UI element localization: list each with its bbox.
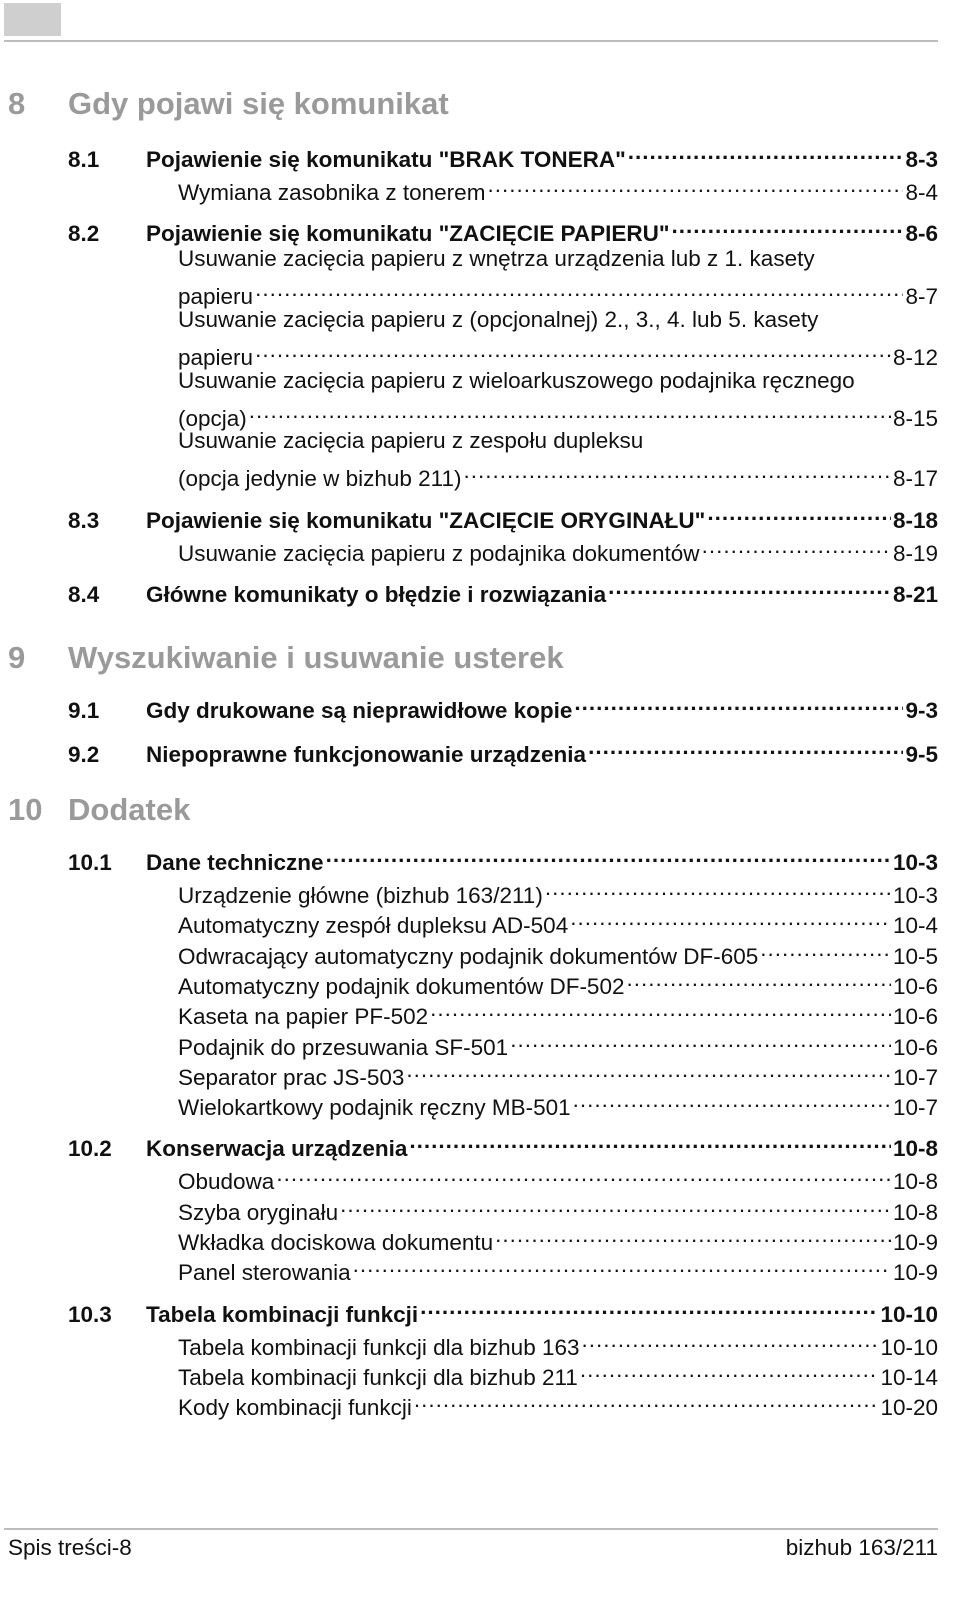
subsection-page-number: 10-3 xyxy=(892,883,938,908)
chapter-number: 8 xyxy=(8,86,26,121)
section-number: 10.2 xyxy=(68,1136,112,1162)
toc-section-entry[interactable] xyxy=(68,137,938,172)
dot-leader xyxy=(420,1292,878,1322)
section-line xyxy=(68,1292,938,1327)
dot-leader xyxy=(608,572,891,602)
subsection-title: Separator prac JS-503 xyxy=(178,1064,405,1090)
subsection-page-number: 10-9 xyxy=(892,1230,938,1255)
section-line xyxy=(68,1126,938,1162)
subsection-title: Podajnik do przesuwania SF-501 xyxy=(178,1034,509,1060)
section-line xyxy=(68,572,938,607)
toc-subsection-entry[interactable] xyxy=(178,426,938,492)
dot-leader xyxy=(464,456,891,486)
subsection-page-number: 8-15 xyxy=(892,405,938,431)
toc-section-entry[interactable] xyxy=(68,572,938,607)
chapter-title: Gdy pojawi się komunikat xyxy=(68,86,449,121)
subsection-title: Automatyczny podajnik dokumentów DF-502 xyxy=(178,973,625,999)
section-title: Pojawienie się komunikatu "ZACIĘCIE ORYGINAŁU" xyxy=(146,507,706,533)
subsection-line xyxy=(178,244,938,274)
section-number: 8.1 xyxy=(68,147,100,172)
section-title: Tabela kombinacji funkcji xyxy=(146,1301,419,1327)
toc-subsection-entry[interactable] xyxy=(178,305,938,370)
subsection-page-number: 8-19 xyxy=(892,540,938,566)
header-tab xyxy=(4,3,61,36)
subsection-line xyxy=(178,335,938,370)
dot-leader xyxy=(276,1159,891,1189)
subsection-title: Tabela kombinacji funkcji dla bizhub 211 xyxy=(178,1364,578,1390)
subsection-line xyxy=(178,1385,938,1421)
subsection-title: Usuwanie zacięcia papieru z podajnika dokumentów xyxy=(178,540,700,566)
dot-leader xyxy=(760,934,891,964)
toc-section-entry[interactable] xyxy=(68,840,938,875)
subsection-line xyxy=(178,274,938,310)
subsection-line xyxy=(178,456,938,492)
subsection-line xyxy=(178,531,938,566)
section-title: Pojawienie się komunikatu "BRAK TONERA" xyxy=(146,147,626,172)
toc-subsection-entry[interactable] xyxy=(178,366,938,431)
subsection-line xyxy=(178,426,938,456)
section-title: Gdy drukowane są nieprawidłowe kopie xyxy=(146,698,573,723)
footer-product-name: bizhub 163/211 xyxy=(785,1535,938,1560)
dot-leader xyxy=(406,1055,891,1085)
subsection-page-number: 8-12 xyxy=(892,344,938,370)
subsection-title: Panel sterowania xyxy=(178,1260,351,1286)
toc-section-entry[interactable] xyxy=(68,688,938,723)
chapter-number: 10 xyxy=(8,792,43,827)
toc-subsection-entry[interactable] xyxy=(178,1355,938,1390)
subsection-line xyxy=(178,1159,938,1195)
subsection-title: Automatyczny zespół dupleksu AD-504 xyxy=(178,913,569,939)
dot-leader xyxy=(588,732,903,762)
subsection-page-number: 10-7 xyxy=(892,1095,938,1121)
section-page-number: 10-3 xyxy=(892,850,938,875)
subsection-line xyxy=(178,396,938,431)
section-number: 10.1 xyxy=(68,850,112,875)
subsection-page-number: 10-4 xyxy=(892,913,938,939)
subsection-title: Tabela kombinacji funkcji dla bizhub 163 xyxy=(178,1334,580,1360)
toc-subsection-entry[interactable] xyxy=(178,934,938,969)
section-page-number: 9-5 xyxy=(905,742,938,767)
subsection-line xyxy=(178,305,938,335)
section-line xyxy=(68,840,938,875)
subsection-title: Usuwanie zacięcia papieru z (opcjonalnej) 2., 3., 4. lub 5. kasety xyxy=(178,306,819,332)
toc-subsection-entry[interactable] xyxy=(178,170,938,205)
subsection-line xyxy=(178,170,938,205)
subsection-page-number: 10-8 xyxy=(892,1199,938,1225)
subsection-title: Szyba oryginału xyxy=(178,1199,339,1225)
dot-leader xyxy=(626,964,890,994)
subsection-title: Wymiana zasobnika z tonerem xyxy=(178,180,486,205)
section-page-number: 8-21 xyxy=(892,582,938,607)
subsection-page-number: 10-7 xyxy=(892,1064,938,1090)
toc-subsection-entry[interactable] xyxy=(178,964,938,999)
toc-subsection-entry[interactable] xyxy=(178,244,938,310)
chapter-number: 9 xyxy=(8,640,26,675)
dot-leader xyxy=(702,531,891,561)
section-number: 8.3 xyxy=(68,507,100,533)
section-number: 8.4 xyxy=(68,582,100,607)
section-line xyxy=(68,137,938,172)
dot-leader xyxy=(707,498,891,528)
subsection-line xyxy=(178,1190,938,1225)
toc-section-entry[interactable] xyxy=(68,498,938,533)
subsection-page-number: 10-6 xyxy=(892,973,938,999)
toc-subsection-entry[interactable] xyxy=(178,1055,938,1090)
subsection-title: Kody kombinacji funkcji xyxy=(178,1395,412,1421)
subsection-title: Obudowa xyxy=(178,1169,275,1195)
subsection-line xyxy=(178,1220,938,1255)
subsection-title: Wkładka dociskowa dokumentu xyxy=(178,1230,494,1255)
section-title: Dane techniczne xyxy=(146,850,324,875)
dot-leader xyxy=(510,1025,891,1055)
toc-subsection-entry[interactable] xyxy=(178,903,938,939)
subsection-line xyxy=(178,1250,938,1286)
subsection-title: Urządzenie główne (bizhub 163/211) xyxy=(178,883,543,908)
subsection-line xyxy=(178,366,938,396)
subsection-line xyxy=(178,1025,938,1060)
chapter-title: Wyszukiwanie i usuwanie usterek xyxy=(68,640,564,675)
dot-leader xyxy=(495,1220,891,1250)
section-page-number: 10-8 xyxy=(892,1136,938,1162)
subsection-title: Kaseta na papier PF-502 xyxy=(178,1004,429,1030)
section-page-number: 8-3 xyxy=(905,147,938,172)
toc-subsection-entry[interactable] xyxy=(178,1385,938,1421)
dot-leader xyxy=(582,1325,879,1355)
subsection-title: (opcja) xyxy=(178,405,247,431)
toc-subsection-entry[interactable] xyxy=(178,873,938,908)
section-page-number: 10-10 xyxy=(880,1301,938,1327)
chapter-heading xyxy=(8,792,938,828)
header-rule xyxy=(4,40,938,42)
dot-leader xyxy=(487,170,903,200)
subsection-title: Usuwanie zacięcia papieru z zespołu dupleksu xyxy=(178,428,644,454)
dot-leader xyxy=(326,840,891,870)
subsection-title: Wielokartkowy podajnik ręczny MB-501 xyxy=(178,1095,571,1121)
toc-subsection-entry[interactable] xyxy=(178,1025,938,1060)
subsection-page-number: 10-14 xyxy=(880,1364,938,1390)
subsection-title: papieru xyxy=(178,344,254,370)
dot-leader xyxy=(573,1085,891,1115)
subsection-line xyxy=(178,873,938,908)
subsection-page-number: 10-6 xyxy=(892,1004,938,1030)
toc-subsection-entry[interactable] xyxy=(178,1250,938,1286)
section-line xyxy=(68,732,938,767)
dot-leader xyxy=(580,1355,879,1385)
section-number: 9.1 xyxy=(68,698,100,723)
subsection-page-number: 10-9 xyxy=(892,1260,938,1286)
dot-leader xyxy=(249,396,891,426)
section-number: 10.3 xyxy=(68,1301,112,1327)
subsection-line xyxy=(178,1055,938,1090)
dot-leader xyxy=(672,211,904,241)
subsection-page-number: 8-7 xyxy=(905,284,938,310)
toc-section-entry[interactable] xyxy=(68,732,938,767)
footer-page-label: Spis treści-8 xyxy=(8,1535,132,1560)
dot-leader xyxy=(414,1385,879,1415)
subsection-line xyxy=(178,1355,938,1390)
dot-leader xyxy=(570,903,891,933)
dot-leader xyxy=(574,688,903,718)
dot-leader xyxy=(545,873,891,903)
section-title: Niepoprawne funkcjonowanie urządzenia xyxy=(146,742,587,767)
subsection-line xyxy=(178,1085,938,1121)
chapter-heading xyxy=(8,86,938,122)
subsection-page-number: 10-20 xyxy=(880,1395,938,1421)
section-line xyxy=(68,211,938,247)
section-number: 9.2 xyxy=(68,742,100,767)
section-line xyxy=(68,498,938,533)
subsection-line xyxy=(178,964,938,999)
subsection-page-number: 8-4 xyxy=(905,180,938,205)
section-number: 8.2 xyxy=(68,221,100,247)
toc-subsection-entry[interactable] xyxy=(178,1220,938,1255)
section-title: Główne komunikaty o błędzie i rozwiązania xyxy=(146,582,607,607)
toc-subsection-entry[interactable] xyxy=(178,1159,938,1195)
chapter-title: Dodatek xyxy=(68,792,191,827)
subsection-page-number: 10-10 xyxy=(880,1334,938,1360)
toc-subsection-entry[interactable] xyxy=(178,1190,938,1225)
toc-subsection-entry[interactable] xyxy=(178,1085,938,1121)
chapter-heading xyxy=(8,640,938,676)
dot-leader xyxy=(255,335,891,365)
subsection-line xyxy=(178,994,938,1030)
dot-leader xyxy=(628,137,904,167)
section-line xyxy=(68,688,938,723)
dot-leader xyxy=(255,274,903,304)
subsection-title: Usuwanie zacięcia papieru z wnętrza urządzenia lub z 1. kasety xyxy=(178,246,815,272)
subsection-title: Usuwanie zacięcia papieru z wieloarkuszowego podajnika ręcznego xyxy=(178,367,855,393)
section-title: Pojawienie się komunikatu "ZACIĘCIE PAPIERU" xyxy=(146,221,670,247)
subsection-title: Odwracający automatyczny podajnik dokumentów DF-605 xyxy=(178,943,759,969)
subsection-line xyxy=(178,1325,938,1360)
subsection-page-number: 10-5 xyxy=(892,943,938,969)
toc-subsection-entry[interactable] xyxy=(178,1325,938,1360)
section-title: Konserwacja urządzenia xyxy=(146,1136,408,1162)
section-page-number: 8-18 xyxy=(892,507,938,533)
section-page-number: 9-3 xyxy=(905,698,938,723)
dot-leader xyxy=(340,1190,891,1220)
toc-subsection-entry[interactable] xyxy=(178,531,938,566)
subsection-page-number: 10-8 xyxy=(892,1169,938,1195)
toc-section-entry[interactable] xyxy=(68,1126,938,1162)
subsection-page-number: 8-17 xyxy=(892,466,938,492)
footer-rule xyxy=(4,1528,938,1530)
toc-section-entry[interactable] xyxy=(68,1292,938,1327)
subsection-title: (opcja jedynie w bizhub 211) xyxy=(178,466,462,492)
dot-leader xyxy=(430,994,891,1024)
subsection-line xyxy=(178,934,938,969)
toc-section-entry[interactable] xyxy=(68,211,938,247)
subsection-title: papieru xyxy=(178,284,254,310)
dot-leader xyxy=(353,1250,891,1280)
subsection-line xyxy=(178,903,938,939)
section-page-number: 8-6 xyxy=(905,221,938,247)
subsection-page-number: 10-6 xyxy=(892,1034,938,1060)
toc-subsection-entry[interactable] xyxy=(178,994,938,1030)
dot-leader xyxy=(409,1126,891,1156)
